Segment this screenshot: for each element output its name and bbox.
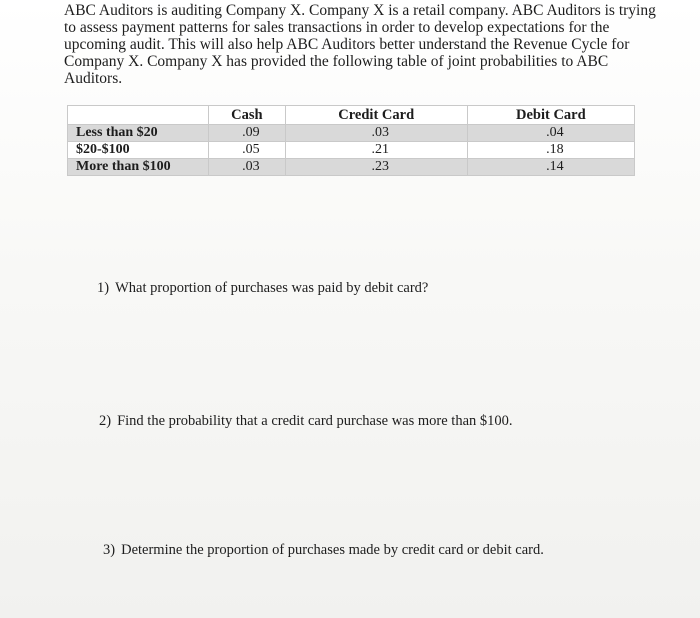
column-header-cash: Cash — [209, 106, 286, 125]
table-cell: .18 — [467, 142, 634, 159]
question-1 — [97, 280, 428, 297]
question-number: 1) — [97, 280, 110, 296]
question-number: 3) — [103, 542, 116, 558]
table-corner-cell — [68, 106, 209, 125]
intro-line: ABC Auditors is auditing Company X. Company X is a retail company. ABC Auditors is trying — [64, 2, 656, 19]
table-cell: .23 — [285, 159, 467, 176]
table-header-row — [68, 106, 635, 125]
question-text: Find the probability that a credit card purchase was more than $100. — [117, 413, 513, 429]
row-label: Less than $20 — [68, 125, 209, 142]
question-number: 2) — [99, 413, 112, 429]
question-text: Determine the proportion of purchases made by credit card or debit card. — [121, 542, 544, 558]
table-row — [68, 159, 635, 176]
table-cell: .03 — [285, 125, 467, 142]
intro-line: to assess payment patterns for sales transactions in order to develop expectations for the — [64, 19, 610, 36]
joint-probability-table — [67, 105, 635, 176]
table-cell: .14 — [467, 159, 634, 176]
table-cell: .05 — [209, 142, 286, 159]
question-3 — [103, 542, 544, 559]
table-row — [68, 125, 635, 142]
table-cell: .03 — [209, 159, 286, 176]
intro-line: Auditors. — [64, 70, 123, 87]
row-label: $20-$100 — [68, 142, 209, 159]
row-label: More than $100 — [68, 159, 209, 176]
intro-paragraph — [64, 2, 664, 87]
question-2 — [99, 413, 513, 430]
intro-line: upcoming audit. This will also help ABC Auditors better understand the Revenue Cycle for — [64, 36, 630, 53]
table-cell: .04 — [467, 125, 634, 142]
table-cell: .09 — [209, 125, 286, 142]
question-text: What proportion of purchases was paid by debit card? — [115, 280, 429, 296]
table-row — [68, 142, 635, 159]
column-header-credit-card: Credit Card — [285, 106, 467, 125]
table-cell: .21 — [285, 142, 467, 159]
intro-line: Company X. Company X has provided the following table of joint probabilities to ABC — [64, 53, 609, 70]
column-header-debit-card: Debit Card — [467, 106, 634, 125]
